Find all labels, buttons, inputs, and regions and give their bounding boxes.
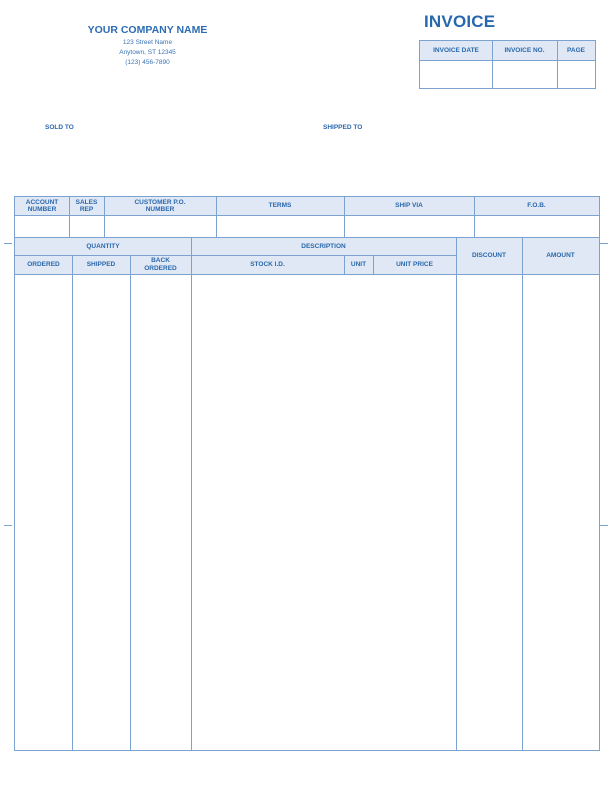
invoice-title: INVOICE	[424, 12, 496, 31]
discount-header: DISCOUNT	[456, 238, 522, 274]
invoice-date-field[interactable]	[421, 61, 491, 87]
description-header: DESCRIPTION	[191, 238, 456, 255]
order-info-table	[14, 196, 600, 238]
page-header: PAGE	[557, 41, 595, 60]
terms-header: TERMS	[216, 197, 344, 215]
unit-header: UNIT	[344, 255, 373, 274]
invoice-number-header: INVOICE NO.	[492, 41, 557, 60]
fold-mark-left-bottom	[4, 525, 12, 526]
fob-field[interactable]	[475, 216, 598, 237]
sold-to-label: SOLD TO	[45, 124, 74, 131]
company-street: 123 Street Name	[122, 39, 173, 46]
back-ordered-column[interactable]	[131, 275, 190, 749]
ordered-header: ORDERED	[15, 255, 72, 274]
company-name: YOUR COMPANY NAME	[87, 24, 208, 36]
discount-column[interactable]	[457, 275, 521, 749]
sales-rep-header: SALES REP	[69, 197, 104, 215]
company-phone: (123) 456-7890	[125, 59, 170, 66]
ship-via-header: SHIP VIA	[344, 197, 474, 215]
page-field[interactable]	[558, 61, 594, 87]
quantity-header: QUANTITY	[15, 238, 191, 255]
customer-po-header: CUSTOMER P.O. NUMBER	[104, 197, 216, 215]
terms-field[interactable]	[217, 216, 343, 237]
invoice-date-header: INVOICE DATE	[420, 41, 492, 60]
ordered-column[interactable]	[16, 275, 71, 749]
account-number-field[interactable]	[16, 216, 68, 237]
sold-to-field[interactable]	[45, 134, 295, 190]
customer-po-field[interactable]	[105, 216, 215, 237]
shipped-header: SHIPPED	[72, 255, 130, 274]
ship-via-field[interactable]	[345, 216, 473, 237]
invoice-number-field[interactable]	[493, 61, 556, 87]
description-column[interactable]	[192, 275, 455, 749]
invoice-info-box	[419, 40, 596, 89]
shipped-to-field[interactable]	[323, 134, 593, 190]
company-city: Anytown, ST 12345	[119, 49, 176, 56]
stock-id-header: STOCK I.D.	[191, 255, 344, 274]
fold-mark-right-bottom	[600, 525, 608, 526]
sales-rep-field[interactable]	[70, 216, 103, 237]
fold-mark-left-top	[4, 243, 12, 244]
amount-column[interactable]	[523, 275, 598, 749]
amount-header: AMOUNT	[522, 238, 599, 274]
shipped-column[interactable]	[73, 275, 129, 749]
back-ordered-header: BACK ORDERED	[130, 255, 191, 274]
unit-price-header: UNIT PRICE	[373, 255, 456, 274]
fold-mark-right-top	[600, 243, 608, 244]
fob-header: F.O.B.	[474, 197, 599, 215]
account-number-header: ACCOUNT NUMBER	[15, 197, 69, 215]
line-items-table	[14, 237, 600, 751]
shipped-to-label: SHIPPED TO	[323, 124, 363, 131]
